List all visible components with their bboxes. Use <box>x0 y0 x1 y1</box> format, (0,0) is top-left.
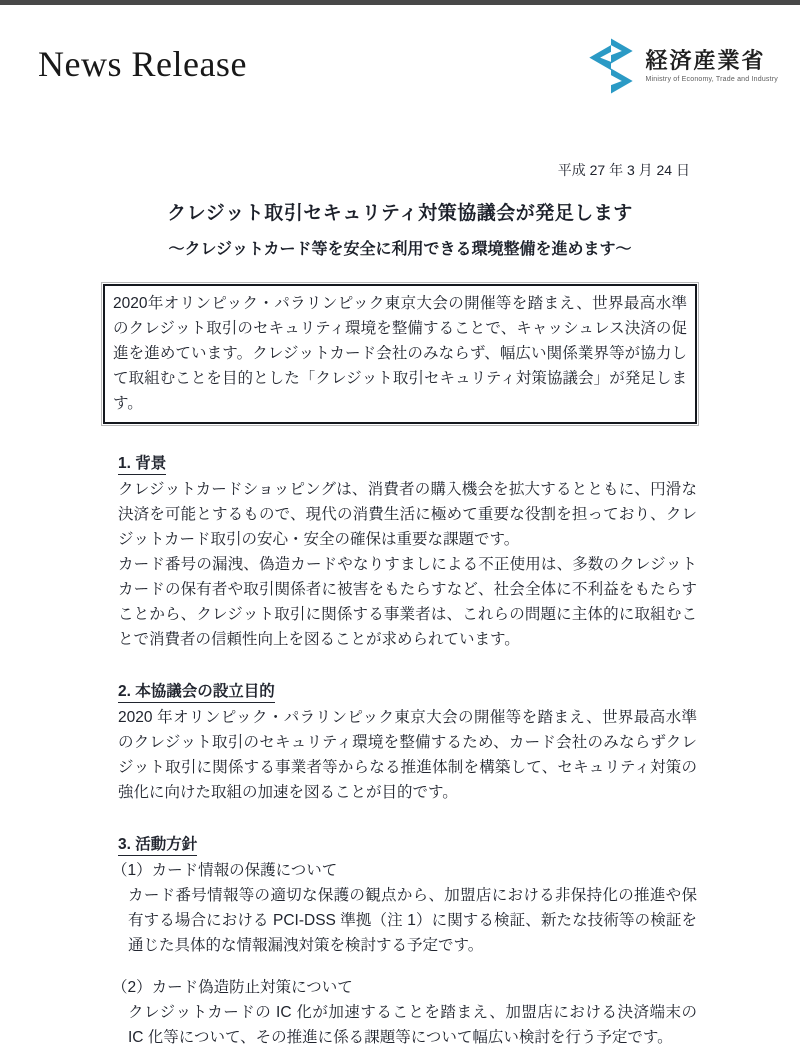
meti-logo-text <box>645 49 778 84</box>
meti-logo-name: 経済産業省 <box>645 47 766 73</box>
section-heading <box>118 832 697 856</box>
section-heading-text: 2. 本協議会の設立目的 <box>118 679 275 703</box>
news-release-wordmark: News Release <box>38 44 247 84</box>
section-heading <box>118 451 697 475</box>
subsection-body: カード番号情報等の適切な保護の観点から、加盟店における非保持化の推進や保有する場合における PCI-DSS 準拠（注 1）に関する検証、新たな技術等の検証を通じた具体的な情報漏洩対策を検討する予定です。 <box>128 887 697 954</box>
section-policy <box>103 832 697 1050</box>
section-background <box>103 451 697 652</box>
section-paragraph: カード番号の漏洩、偽造カードやなりすましによる不正使用は、多数のクレジットカードの保有者や取引関係者に被害をもたらすなど、社会全体に不利益をもたらすことから、クレジット取引に関係する事業者は、これらの問題に主体的に取組むことで消費者の信頼性向上を図ることが求められています。 <box>118 556 697 648</box>
section-heading-text: 3. 活動方針 <box>118 832 197 856</box>
release-date: 平成 27 年 3 月 24 日 <box>557 162 690 178</box>
section-heading-text: 1. 背景 <box>118 451 166 475</box>
section-heading <box>118 679 697 703</box>
page-subtitle: ～クレジットカード等を安全に利用できる環境整備を進めます～ <box>168 241 632 258</box>
subsection-card-info-protection <box>103 858 697 958</box>
document-body <box>103 160 697 1050</box>
page-title: クレジット取引セキュリティ対策協議会が発足します <box>167 203 633 224</box>
section-paragraph: 2020 年オリンピック・パラリンピック東京大会の開催等を踏まえ、世界最高水準のクレジット取引のセキュリティ環境を整備するため、カード会社のみならずクレジット取引に関係する事業者等からなる推進体制を構築して、セキュリティ対策の強化に向けた取組の加速を図ることが目的です。 <box>118 709 697 801</box>
section-purpose <box>103 679 697 805</box>
subsection-counterfeit-prevention <box>103 975 697 1050</box>
subsection-label: （2）カード偽造防止対策について <box>112 979 353 996</box>
meti-logo-tagline: Ministry of Economy, Trade and Industry <box>645 75 778 83</box>
summary-box: 2020年オリンピック・パラリンピック東京大会の開催等を踏まえ、世界最高水準のクレジット取引のセキュリティ環境を整備することで、キャッシュレス決済の促進を進めています。クレジットカード会社のみならず、幅広い関係業界等が協力して取組むことを目的とした「クレジット取引セキュリティ対策協議会」が発足します。 <box>103 284 697 424</box>
header <box>0 5 800 113</box>
subsection-body: クレジットカードの IC 化が加速することを踏まえ、加盟店における決済端末の IC 化等について、その推進に係る課題等について幅広い検討を行う予定です。 <box>128 1004 697 1046</box>
meti-logo-icon <box>586 37 636 95</box>
meti-logo <box>586 37 778 95</box>
subsection-label: （1）カード情報の保護について <box>112 862 338 879</box>
section-paragraph: クレジットカードショッピングは、消費者の購入機会を拡大するとともに、円滑な決済を可能とするもので、現代の消費生活に極めて重要な役割を担っており、クレジットカード取引の安心・安全の確保は重要な課題です。 <box>118 481 697 548</box>
